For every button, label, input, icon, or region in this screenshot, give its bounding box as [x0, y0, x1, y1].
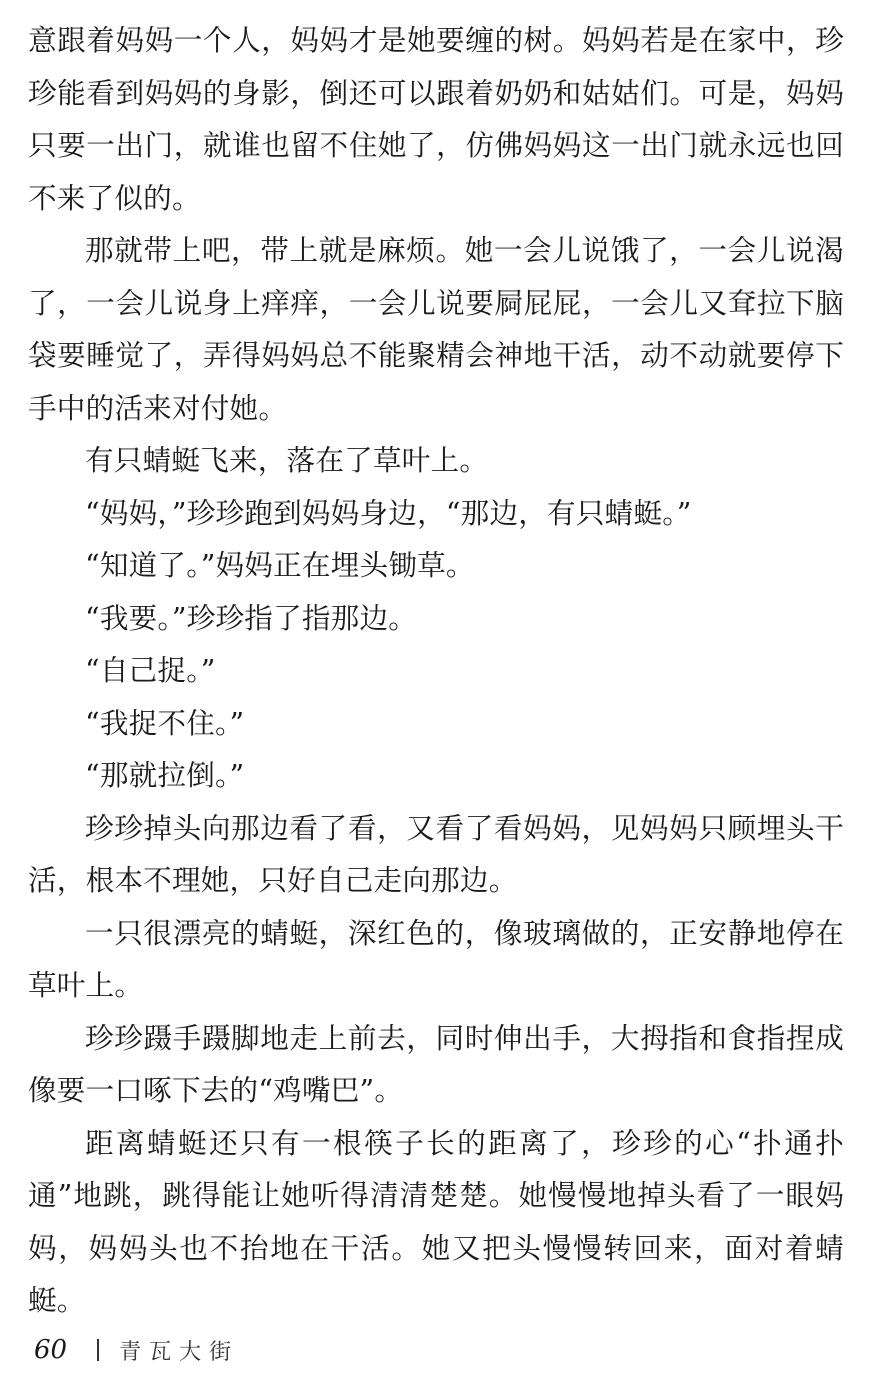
paragraph-3: 有只蜻蜓飞来，落在了草叶上。 [85, 443, 489, 477]
page-number: 60 [34, 1335, 68, 1365]
paragraph-6: “我要。”珍珍指了指那边。 [85, 600, 418, 635]
paragraph-8: “我捉不住。” [85, 705, 245, 740]
paragraph-1: 意跟着妈妈一个人，妈妈才是她要缠的树。妈妈若是在家中，珍珍能看到妈妈的身影，倒还可以跟着奶奶和姑姑们。可是，妈妈只要一出门，就谁也留不住她了，仿佛妈妈这一出门就永远也回不来了似的。 [28, 23, 844, 215]
paragraph-7: “自己捉。” [85, 653, 216, 687]
paragraph-5: “知道了。”妈妈正在埋头锄草。 [85, 548, 475, 582]
page-footer [34, 1332, 239, 1368]
paragraph-11: 一只很漂亮的蜻蜓，深红色的，像玻璃做的，正安静地停在草叶上。 [28, 915, 844, 1002]
paragraph-2: 那就带上吧，带上就是麻烦。她一会儿说饿了，一会儿说渴了，一会儿说身上痒痒，一会儿说要屙屁屁，一会儿又耷拉下脑袋要睡觉了，弄得妈妈总不能聚精会神地干活，动不动就要停下手中的活来对付她。 [28, 233, 844, 425]
paragraph-10: 珍珍掉头向那边看了看，又看了看妈妈，见妈妈只顾埋头干活，根本不理她，只好自己走向那边。 [28, 810, 844, 897]
running-title: 青瓦大街 [119, 1339, 240, 1365]
paragraph-4: “妈妈，”珍珍跑到妈妈身边，“那边，有只蜻蜓。” [85, 495, 692, 530]
paragraph-12: 珍珍蹑手蹑脚地走上前去，同时伸出手，大拇指和食指捏成像要一口啄下去的“鸡嘴巴”。 [28, 1020, 844, 1107]
body-text [28, 14, 844, 1327]
paragraph-13: 距离蜻蜓还只有一根筷子长的距离了，珍珍的心“扑通扑通”地跳，跳得能让她听得清清楚楚。她慢慢地掉头看了一眼妈妈，妈妈头也不抬地在干活。她又把头慢慢转回来，面对着蜻蜓。 [28, 1125, 844, 1317]
paragraph-9: “那就拉倒。” [85, 758, 245, 792]
footer-divider [97, 1339, 99, 1361]
